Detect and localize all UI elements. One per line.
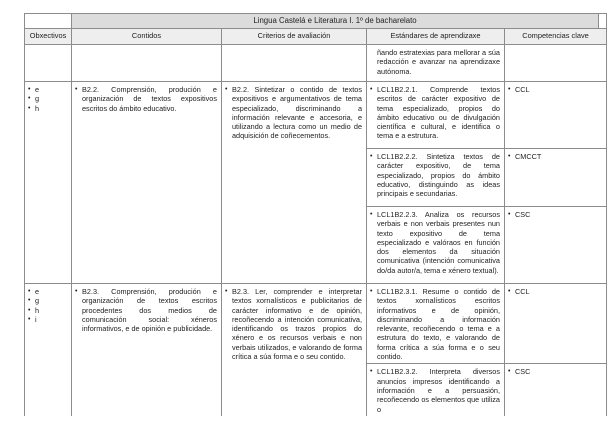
obxectivos-cell	[25, 82, 72, 284]
column-header-row	[25, 29, 607, 45]
estandar-cell	[367, 284, 505, 364]
obxectivos-cell	[25, 45, 72, 82]
obxectivo-item: • g	[28, 296, 67, 305]
competencia-item: • CSC	[508, 210, 602, 219]
obxectivo-item: • h	[28, 104, 67, 113]
obxectivo-item: • e	[28, 287, 67, 296]
competencia-item: • CSC	[508, 367, 602, 376]
table-row	[25, 45, 607, 82]
competencias-cell	[505, 45, 607, 82]
table-row	[25, 82, 607, 149]
estandar-cell	[367, 82, 505, 149]
estandar-item: • LCL1B2.3.1. Resume o contido de textos xornalísticos escritos informativos e de opinión, discriminando a información relevante, recoñecendo o tema e a estrutura do texto, e valorando de forma crítica a súa forma e o seu contido.	[370, 287, 500, 361]
table-title: Lingua Castelá e Literatura I. 1º de bacharelato	[72, 14, 599, 29]
contidos-list	[75, 287, 217, 333]
header-gutter-left	[25, 14, 72, 29]
competencias-cell	[505, 207, 607, 284]
estandar-cell	[367, 364, 505, 416]
criterios-cell	[222, 82, 367, 284]
column-header-criterios: Criterios de avaliación	[222, 29, 367, 45]
header-gutter-right	[599, 14, 607, 29]
obxectivos-cell	[25, 284, 72, 416]
contidos-cell	[72, 45, 222, 82]
competencias-cell	[505, 364, 607, 416]
column-header-contidos: Contidos	[72, 29, 222, 45]
estandar-cell	[367, 45, 505, 82]
obxectivos-list	[28, 287, 67, 324]
contidos-cell	[72, 82, 222, 284]
estandar-item: • LCL1B2.2.1. Comprende textos escritos de carácter expositivo de tema especializado, propios do ámbito educativo ou de divulgación científica e cultural, e identifica o tema e a estrutura.	[370, 85, 500, 141]
criterio-item: • B2.3. Ler, comprender e interpretar textos xornalísticos e publicitarios de carácter informativo e de opinión, recoñecendo a intención comunicativa, identificando os trazos propios do xénero e os recursos verbais e non verbais utilizados, e valorando de forma crítica a súa forma e o seu contido.	[225, 287, 362, 361]
contidos-cell	[72, 284, 222, 416]
competencia-item: • CMCCT	[508, 152, 602, 161]
table-title-row	[25, 14, 607, 29]
criterios-list	[225, 85, 362, 141]
competencia-item: • CCL	[508, 287, 602, 296]
obxectivo-item: • e	[28, 85, 67, 94]
table-row	[25, 284, 607, 364]
contidos-list	[75, 85, 217, 113]
obxectivos-list	[28, 85, 67, 113]
criterios-list	[225, 287, 362, 361]
column-header-estandares: Estándares de aprendizaxe	[367, 29, 505, 45]
obxectivo-item: • g	[28, 94, 67, 103]
criterios-cell	[222, 284, 367, 416]
competencia-item: • CCL	[508, 85, 602, 94]
obxectivo-item: • h	[28, 306, 67, 315]
column-header-competencias: Competencias clave	[505, 29, 607, 45]
estandar-item: • LCL1B2.3.2. Interpreta diversos anuncios impresos identificando a información e a persuasión, recoñecendo os elementos que utiliza o	[370, 367, 500, 413]
competencias-cell	[505, 284, 607, 364]
column-header-obxectivos: Obxectivos	[25, 29, 72, 45]
estandar-cell	[367, 207, 505, 284]
obxectivo-item: • i	[28, 315, 67, 324]
competencias-cell	[505, 82, 607, 149]
criterios-cell	[222, 45, 367, 82]
contido-item: • B2.2. Comprensión, produción e organización de textos expositivos escritos do ámbito educativo.	[75, 85, 217, 113]
estandar-item: • LCL1B2.2.3. Analiza os recursos verbais e non verbais presentes nun texto expositivo de tema especializado e valóraos en función dos elementos da situación comunicativa (intención comunicativa do/da autor/a, tema e xénero textual).	[370, 210, 500, 275]
estandar-continuation-text: ñando estratexias para mellorar a súa redacción e avanzar na aprendizaxe autónoma.	[377, 48, 500, 76]
estandar-cell	[367, 149, 505, 207]
estandar-item: • LCL1B2.2.2. Sintetiza textos de carácter expositivo, de tema especializado, propios do ámbito educativo, distinguindo as ideas principais e secundarias.	[370, 152, 500, 198]
curriculum-table	[24, 13, 607, 416]
contido-item: • B2.3. Comprensión, produción e organización de textos escritos procedentes dos medios de comunicación social: xéneros informativos, e de opinión e publicidade.	[75, 287, 217, 333]
competencias-cell	[505, 149, 607, 207]
criterio-item: • B2.2. Sintetizar o contido de textos expositivos e argumentativos de tema especializado, discriminando a información relevante e accesoria, e utilizando a lectura como un medio de adquisición de coñecementos.	[225, 85, 362, 141]
